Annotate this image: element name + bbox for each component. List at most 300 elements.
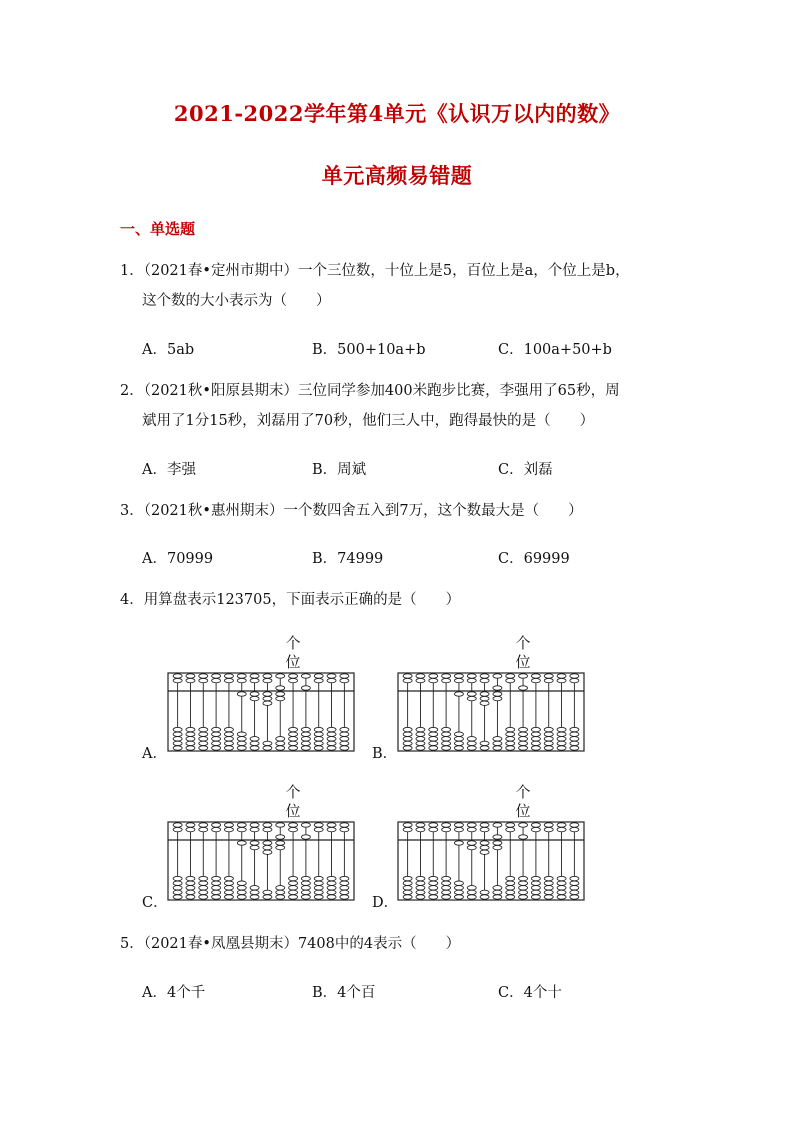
abacus-bead: [173, 727, 182, 731]
question-number: 5．: [120, 936, 144, 952]
abacus-bead: [570, 881, 579, 885]
abacus-bead: [301, 746, 310, 750]
abacus-bead: [416, 732, 425, 736]
abacus-bead: [327, 827, 336, 831]
abacus-bead: [289, 823, 298, 827]
abacus-bead: [276, 741, 285, 745]
question-text: 用算盘表示123705，下面表示正确的是（ ）: [143, 592, 461, 608]
question-number: 2．: [120, 383, 144, 399]
abacus-bead: [570, 674, 579, 678]
abacus-bead: [519, 890, 528, 894]
abacus-bead: [237, 841, 246, 845]
abacus-bead: [429, 737, 438, 741]
abacus-option-d[interactable]: [396, 782, 586, 902]
abacus-bead: [493, 741, 502, 745]
abacus-bead: [442, 674, 451, 678]
question-2: [120, 376, 680, 436]
abacus-bead: [327, 890, 336, 894]
abacus-option-d-label[interactable]: D．: [372, 895, 399, 911]
abacus-bead: [224, 881, 233, 885]
abacus-bead: [454, 674, 463, 678]
abacus-bead: [519, 835, 528, 839]
abacus-bead: [570, 678, 579, 682]
abacus-bead: [467, 890, 476, 894]
abacus-drawing: [396, 633, 586, 753]
abacus-bead: [467, 746, 476, 750]
abacus-bead: [467, 737, 476, 741]
abacus-bead: [416, 674, 425, 678]
abacus-bead: [403, 732, 412, 736]
option-c[interactable]: C．刘磊: [498, 462, 553, 478]
abacus-bead: [544, 678, 553, 682]
abacus-bead: [314, 674, 323, 678]
abacus-bead: [403, 827, 412, 831]
abacus-bead: [289, 732, 298, 736]
abacus-frame: [398, 673, 584, 751]
abacus-bead: [276, 886, 285, 890]
abacus-bead: [557, 674, 566, 678]
abacus-bead: [314, 732, 323, 736]
abacus-bead: [519, 746, 528, 750]
abacus-bead: [442, 895, 451, 899]
abacus-bead: [429, 678, 438, 682]
abacus-bead: [403, 890, 412, 894]
abacus-bead: [480, 827, 489, 831]
option-b[interactable]: B．74999: [312, 551, 384, 567]
abacus-bead: [340, 732, 349, 736]
abacus-bead: [467, 696, 476, 700]
abacus-bead: [519, 886, 528, 890]
abacus-bead: [493, 823, 502, 827]
option-b[interactable]: B．500+10a+b: [312, 342, 426, 358]
abacus-bead: [199, 741, 208, 745]
abacus-bead: [557, 823, 566, 827]
abacus-bead: [416, 876, 425, 880]
abacus-bead: [442, 876, 451, 880]
question-text: （2021秋•惠州期末）一个数四舍五入到7万，这个数最大是（ ）: [143, 503, 583, 519]
abacus-bead: [467, 741, 476, 745]
abacus-bead: [442, 827, 451, 831]
question-1: [120, 256, 680, 316]
option-a[interactable]: A．5ab: [142, 342, 195, 358]
abacus-bead: [493, 692, 502, 696]
abacus-bead: [416, 895, 425, 899]
abacus-bead: [340, 746, 349, 750]
abacus-bead: [531, 674, 540, 678]
abacus-bead: [301, 732, 310, 736]
option-a[interactable]: A．70999: [142, 551, 214, 567]
question-text: （2021春•定州市期中）一个三位数，十位上是5，百位上是a，个位上是b，: [143, 263, 630, 279]
abacus-bead: [314, 746, 323, 750]
abacus-bead: [237, 827, 246, 831]
abacus-bead: [467, 827, 476, 831]
abacus-bead: [289, 827, 298, 831]
option-c[interactable]: C．69999: [498, 551, 570, 567]
abacus-bead: [314, 727, 323, 731]
abacus-bead: [442, 741, 451, 745]
abacus-bead: [340, 881, 349, 885]
abacus-bead: [327, 823, 336, 827]
abacus-bead: [327, 895, 336, 899]
abacus-bead: [467, 678, 476, 682]
abacus-bead: [493, 686, 502, 690]
abacus-bead: [429, 890, 438, 894]
abacus-bead: [544, 886, 553, 890]
abacus-bead: [250, 823, 259, 827]
abacus-bead: [186, 823, 195, 827]
abacus-option-a[interactable]: [166, 633, 356, 753]
abacus-option-b-label[interactable]: B．: [372, 746, 398, 762]
abacus-bead: [403, 674, 412, 678]
abacus-bead: [531, 678, 540, 682]
abacus-bead: [199, 890, 208, 894]
abacus-bead: [531, 886, 540, 890]
abacus-bead: [314, 876, 323, 880]
section-title: 一、单选题: [120, 220, 196, 238]
abacus-bead: [467, 845, 476, 849]
abacus-bead: [186, 732, 195, 736]
option-a[interactable]: A．4个千: [142, 985, 206, 1001]
abacus-bead: [224, 827, 233, 831]
question-text: （2021秋•阳原县期末）三位同学参加400米跑步比赛，李强用了65秒，周: [143, 383, 620, 399]
abacus-bead: [340, 823, 349, 827]
abacus-bead: [340, 741, 349, 745]
abacus-bead: [454, 827, 463, 831]
abacus-bead: [327, 737, 336, 741]
abacus-bead: [416, 827, 425, 831]
abacus-bead: [454, 881, 463, 885]
abacus-option-c[interactable]: [166, 782, 356, 902]
abacus-bead: [212, 678, 221, 682]
doc-subtitle: 单元高频易错题: [321, 163, 473, 188]
abacus-bead: [263, 890, 272, 894]
abacus-bead: [276, 835, 285, 839]
unit-label-bottom: 位: [285, 802, 301, 820]
abacus-bead: [237, 886, 246, 890]
abacus-bead: [570, 741, 579, 745]
abacus-beads: [173, 673, 349, 751]
abacus-bead: [186, 674, 195, 678]
abacus-bead: [454, 746, 463, 750]
abacus-bead: [480, 895, 489, 899]
abacus-bead: [506, 732, 515, 736]
abacus-bead: [519, 686, 528, 690]
abacus-bead: [416, 678, 425, 682]
abacus-bead: [403, 746, 412, 750]
abacus-bead: [301, 876, 310, 880]
abacus-bead: [467, 841, 476, 845]
abacus-bead: [429, 827, 438, 831]
abacus-bead: [276, 737, 285, 741]
abacus-bead: [301, 890, 310, 894]
abacus-bead: [173, 886, 182, 890]
abacus-bead: [557, 741, 566, 745]
abacus-bead: [301, 881, 310, 885]
abacus-bead: [467, 895, 476, 899]
options-1: [142, 338, 702, 360]
options-2: [142, 458, 702, 480]
abacus-bead: [480, 823, 489, 827]
option-b[interactable]: B．4个百: [312, 985, 376, 1001]
abacus-bead: [544, 876, 553, 880]
abacus-bead: [224, 746, 233, 750]
abacus-bead: [289, 737, 298, 741]
abacus-bead: [480, 890, 489, 894]
abacus-bead: [403, 895, 412, 899]
abacus-frame: [398, 822, 584, 900]
abacus-bead: [442, 678, 451, 682]
abacus-bead: [199, 827, 208, 831]
abacus-bead: [506, 876, 515, 880]
unit-label-bottom: 位: [285, 653, 301, 671]
abacus-bead: [454, 895, 463, 899]
abacus-bead: [276, 692, 285, 696]
question-number: 4．: [120, 592, 144, 608]
abacus-bead: [289, 678, 298, 682]
abacus-bead: [263, 696, 272, 700]
abacus-bead: [327, 678, 336, 682]
abacus-bead: [403, 678, 412, 682]
abacus-bead: [199, 881, 208, 885]
abacus-bead: [301, 686, 310, 690]
abacus-bead: [531, 727, 540, 731]
abacus-bead: [173, 674, 182, 678]
abacus-bead: [570, 823, 579, 827]
abacus-bead: [570, 737, 579, 741]
abacus-bead: [544, 727, 553, 731]
abacus-bead: [250, 696, 259, 700]
abacus-bead: [263, 895, 272, 899]
abacus-bead: [429, 741, 438, 745]
abacus-bead: [199, 727, 208, 731]
options-3: [142, 547, 702, 569]
unit-label-top: 个: [515, 783, 531, 801]
abacus-bead: [237, 741, 246, 745]
abacus-bead: [301, 727, 310, 731]
abacus-bead: [314, 741, 323, 745]
abacus-bead: [403, 886, 412, 890]
abacus-bead: [224, 737, 233, 741]
abacus-bead: [224, 890, 233, 894]
abacus-bead: [212, 727, 221, 731]
abacus-bead: [429, 823, 438, 827]
abacus-bead: [250, 886, 259, 890]
abacus-bead: [301, 741, 310, 745]
abacus-bead: [276, 890, 285, 894]
abacus-bead: [276, 841, 285, 845]
abacus-bead: [340, 886, 349, 890]
abacus-bead: [519, 741, 528, 745]
abacus-bead: [301, 835, 310, 839]
abacus-bead: [199, 746, 208, 750]
abacus-bead: [327, 881, 336, 885]
abacus-bead: [224, 876, 233, 880]
abacus-bead: [544, 746, 553, 750]
abacus-bead: [557, 886, 566, 890]
abacus-option-a-label[interactable]: A．: [142, 746, 167, 762]
abacus-drawing: [396, 782, 586, 902]
abacus-bead: [493, 845, 502, 849]
abacus-bead: [480, 841, 489, 845]
abacus-beads: [173, 822, 349, 900]
abacus-bead: [340, 890, 349, 894]
abacus-bead: [480, 674, 489, 678]
unit-label-bottom: 位: [515, 653, 531, 671]
abacus-bead: [403, 881, 412, 885]
abacus-bead: [263, 692, 272, 696]
abacus-bead: [570, 746, 579, 750]
abacus-bead: [199, 674, 208, 678]
abacus-bead: [340, 895, 349, 899]
abacus-bead: [327, 876, 336, 880]
abacus-bead: [237, 895, 246, 899]
abacus-option-b[interactable]: [396, 633, 586, 753]
abacus-bead: [250, 674, 259, 678]
abacus-bead: [442, 823, 451, 827]
abacus-bead: [493, 886, 502, 890]
abacus-bead: [173, 881, 182, 885]
abacus-bead: [314, 895, 323, 899]
abacus-bead: [263, 741, 272, 745]
unit-label-top: 个: [285, 634, 301, 652]
abacus-bead: [544, 827, 553, 831]
abacus-bead: [186, 678, 195, 682]
abacus-bead: [557, 746, 566, 750]
abacus-bead: [557, 876, 566, 880]
option-a[interactable]: A．李强: [142, 462, 196, 478]
abacus-bead: [314, 678, 323, 682]
abacus-bead: [301, 823, 310, 827]
abacus-bead: [480, 678, 489, 682]
abacus-bead: [212, 890, 221, 894]
abacus-bead: [263, 678, 272, 682]
abacus-bead: [442, 886, 451, 890]
option-b[interactable]: B．周斌: [312, 462, 367, 478]
abacus-bead: [531, 732, 540, 736]
question-4: [120, 585, 680, 615]
abacus-bead: [429, 881, 438, 885]
abacus-bead: [506, 890, 515, 894]
abacus-bead: [442, 737, 451, 741]
abacus-bead: [263, 823, 272, 827]
abacus-bead: [276, 686, 285, 690]
abacus-bead: [199, 886, 208, 890]
abacus-bead: [250, 845, 259, 849]
abacus-drawing: [166, 633, 356, 753]
abacus-bead: [340, 737, 349, 741]
abacus-bead: [416, 881, 425, 885]
abacus-bead: [289, 674, 298, 678]
abacus-bead: [199, 678, 208, 682]
abacus-bead: [289, 727, 298, 731]
question-text-cont: 斌用了1分15秒，刘磊用了70秒，他们三人中，跑得最快的是（ ）: [142, 413, 595, 429]
abacus-bead: [173, 678, 182, 682]
abacus-bead: [557, 678, 566, 682]
abacus-bead: [531, 881, 540, 885]
abacus-bead: [480, 696, 489, 700]
abacus-bead: [454, 678, 463, 682]
abacus-bead: [519, 727, 528, 731]
abacus-bead: [454, 841, 463, 845]
abacus-bead: [416, 823, 425, 827]
abacus-bead: [519, 674, 528, 678]
abacus-bead: [237, 674, 246, 678]
abacus-bead: [403, 823, 412, 827]
abacus-bead: [212, 876, 221, 880]
option-c[interactable]: C．100a+50+b: [498, 342, 612, 358]
abacus-bead: [557, 727, 566, 731]
abacus-bead: [199, 737, 208, 741]
abacus-bead: [557, 732, 566, 736]
abacus-bead: [276, 823, 285, 827]
abacus-bead: [480, 741, 489, 745]
abacus-bead: [250, 746, 259, 750]
abacus-option-c-label[interactable]: C．: [142, 895, 168, 911]
abacus-bead: [480, 845, 489, 849]
abacus-bead: [493, 841, 502, 845]
abacus-bead: [531, 737, 540, 741]
abacus-bead: [173, 876, 182, 880]
abacus-bead: [212, 827, 221, 831]
abacus-bead: [199, 732, 208, 736]
abacus-beads: [403, 673, 579, 751]
abacus-bead: [212, 741, 221, 745]
abacus-bead: [173, 827, 182, 831]
abacus-bead: [224, 678, 233, 682]
abacus-bead: [263, 827, 272, 831]
abacus-bead: [250, 678, 259, 682]
doc-title: 2021-2022学年第4单元《认识万以内的数》: [173, 101, 621, 126]
abacus-bead: [519, 876, 528, 880]
abacus-bead: [212, 886, 221, 890]
abacus-bead: [276, 845, 285, 849]
abacus-bead: [250, 895, 259, 899]
abacus-bead: [173, 746, 182, 750]
abacus-bead: [570, 876, 579, 880]
abacus-bead: [544, 881, 553, 885]
abacus-bead: [416, 886, 425, 890]
abacus-bead: [493, 674, 502, 678]
abacus-bead: [212, 737, 221, 741]
abacus-bead: [289, 890, 298, 894]
abacus-bead: [237, 881, 246, 885]
abacus-bead: [224, 727, 233, 731]
abacus-bead: [186, 741, 195, 745]
option-c[interactable]: C．4个十: [498, 985, 562, 1001]
abacus-bead: [250, 890, 259, 894]
abacus-bead: [263, 674, 272, 678]
abacus-bead: [199, 876, 208, 880]
abacus-bead: [263, 850, 272, 854]
abacus-bead: [442, 746, 451, 750]
abacus-bead: [480, 701, 489, 705]
abacus-bead: [173, 732, 182, 736]
abacus-bead: [276, 674, 285, 678]
abacus-bead: [301, 895, 310, 899]
abacus-bead: [493, 737, 502, 741]
abacus-bead: [263, 746, 272, 750]
abacus-bead: [506, 827, 515, 831]
abacus-bead: [212, 823, 221, 827]
abacus-bead: [340, 678, 349, 682]
abacus-bead: [327, 732, 336, 736]
abacus-bead: [570, 895, 579, 899]
abacus-bead: [442, 881, 451, 885]
abacus-bead: [173, 741, 182, 745]
abacus-bead: [454, 732, 463, 736]
abacus-bead: [570, 890, 579, 894]
abacus-bead: [557, 895, 566, 899]
